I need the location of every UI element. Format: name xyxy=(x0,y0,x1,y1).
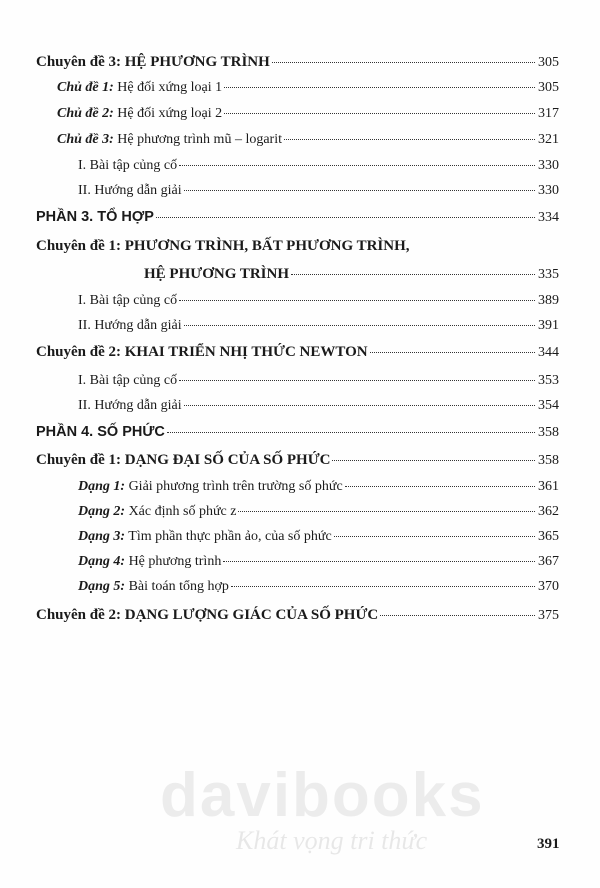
toc-entry xyxy=(78,317,559,335)
toc-label: PHẦN 4. SỐ PHỨC xyxy=(36,424,165,440)
leader-dots xyxy=(238,511,535,512)
toc-page: 362 xyxy=(538,504,559,519)
toc-label: Dạng 4: Hệ phương trình xyxy=(78,554,222,569)
toc-entry xyxy=(78,292,559,310)
toc-page: 361 xyxy=(538,479,559,494)
leader-dots xyxy=(224,87,535,88)
toc-part-entry xyxy=(36,423,559,442)
toc-label: Dạng 1: Giải phương trình trên trường số phức xyxy=(78,479,343,494)
leader-dots xyxy=(272,62,535,63)
toc-entry xyxy=(78,372,559,390)
leader-dots xyxy=(284,139,535,140)
toc-label: II. Hướng dẫn giải xyxy=(78,318,182,333)
toc-label: PHẦN 3. TỔ HỢP xyxy=(36,209,154,225)
leader-dots xyxy=(332,460,535,461)
toc-label: Chủ đề 2: Hệ đối xứng loại 2 xyxy=(57,106,223,121)
toc-page: 367 xyxy=(538,554,559,569)
toc-entry xyxy=(78,528,559,546)
toc-entry xyxy=(36,53,559,72)
toc-label: Dạng 3: Tìm phần thực phần ảo, của số phức xyxy=(78,529,332,544)
toc-entry xyxy=(78,182,559,200)
toc-label: II. Hướng dẫn giải xyxy=(78,398,182,413)
toc-part-entry xyxy=(36,208,559,227)
toc-label: II. Hướng dẫn giải xyxy=(78,183,182,198)
toc-page: 344 xyxy=(538,345,559,360)
toc-page: 354 xyxy=(538,398,559,413)
toc-page: 305 xyxy=(538,80,559,95)
leader-dots xyxy=(380,615,535,616)
toc-page: 365 xyxy=(538,529,559,544)
toc-label: Chuyên đề 1: PHƯƠNG TRÌNH, BẤT PHƯƠNG TRÌNH, xyxy=(36,238,410,254)
toc-label: Dạng 5: Bài toán tổng hợp xyxy=(78,579,229,594)
leader-dots xyxy=(167,432,535,433)
toc-entry xyxy=(78,157,559,175)
leader-dots xyxy=(179,165,535,166)
toc-page: 358 xyxy=(538,425,559,440)
toc-entry xyxy=(36,606,559,625)
leader-dots xyxy=(345,486,535,487)
toc-page: 375 xyxy=(538,608,559,623)
toc-entry xyxy=(78,578,559,596)
leader-dots xyxy=(224,113,535,114)
toc-entry xyxy=(144,265,559,284)
toc-entry xyxy=(57,79,559,97)
toc-page: 335 xyxy=(538,267,559,282)
toc-page: 317 xyxy=(538,106,559,121)
toc-page: 370 xyxy=(538,579,559,594)
toc-label: I. Bài tập củng cố xyxy=(78,158,178,173)
toc-entry xyxy=(78,553,559,571)
leader-dots xyxy=(334,536,535,537)
toc-label: Chuyên đề 2: KHAI TRIỂN NHỊ THỨC NEWTON xyxy=(36,344,368,360)
toc-page: 330 xyxy=(538,183,559,198)
toc-label: Chuyên đề 1: DẠNG ĐẠI SỐ CỦA SỐ PHỨC xyxy=(36,452,331,468)
leader-dots xyxy=(231,586,535,587)
toc-label: I. Bài tập củng cố xyxy=(78,373,178,388)
leader-dots xyxy=(184,405,535,406)
toc-page: 391 xyxy=(538,318,559,333)
toc-page: 389 xyxy=(538,293,559,308)
toc-label: Chủ đề 3: Hệ phương trình mũ – logarit xyxy=(57,132,282,147)
toc-entry xyxy=(36,343,559,362)
toc-entry xyxy=(57,131,559,149)
toc-entry xyxy=(78,478,559,496)
toc-page: 334 xyxy=(538,210,559,225)
toc-entry xyxy=(78,397,559,415)
toc-label: I. Bài tập củng cố xyxy=(78,293,178,308)
leader-dots xyxy=(184,190,535,191)
toc-page: 305 xyxy=(538,55,559,70)
toc-entry xyxy=(36,451,559,470)
toc-label: HỆ PHƯƠNG TRÌNH xyxy=(144,266,290,282)
toc-page: 353 xyxy=(538,373,559,388)
toc-label: Chuyên đề 2: DẠNG LƯỢNG GIÁC CỦA SỐ PHỨC xyxy=(36,607,379,623)
leader-dots xyxy=(156,217,535,218)
toc-entry xyxy=(78,503,559,521)
toc-page: 358 xyxy=(538,453,559,468)
page-number: 391 xyxy=(537,836,560,852)
toc-page: 330 xyxy=(538,158,559,173)
toc-label: Chuyên đề 3: HỆ PHƯƠNG TRÌNH xyxy=(36,54,270,70)
watermark-brand: davibooks xyxy=(160,761,485,830)
leader-dots xyxy=(184,325,535,326)
toc-page: 321 xyxy=(538,132,559,147)
leader-dots xyxy=(291,274,535,275)
watermark-slogan: Khát vọng tri thức xyxy=(236,826,428,855)
leader-dots xyxy=(179,380,535,381)
toc-label: Dạng 2: Xác định số phức z xyxy=(78,504,237,519)
toc-label: Chủ đề 1: Hệ đối xứng loại 1 xyxy=(57,80,223,95)
leader-dots xyxy=(370,352,535,353)
toc-entry xyxy=(57,105,559,123)
leader-dots xyxy=(223,561,535,562)
toc-entry xyxy=(36,237,559,255)
leader-dots xyxy=(179,300,535,301)
